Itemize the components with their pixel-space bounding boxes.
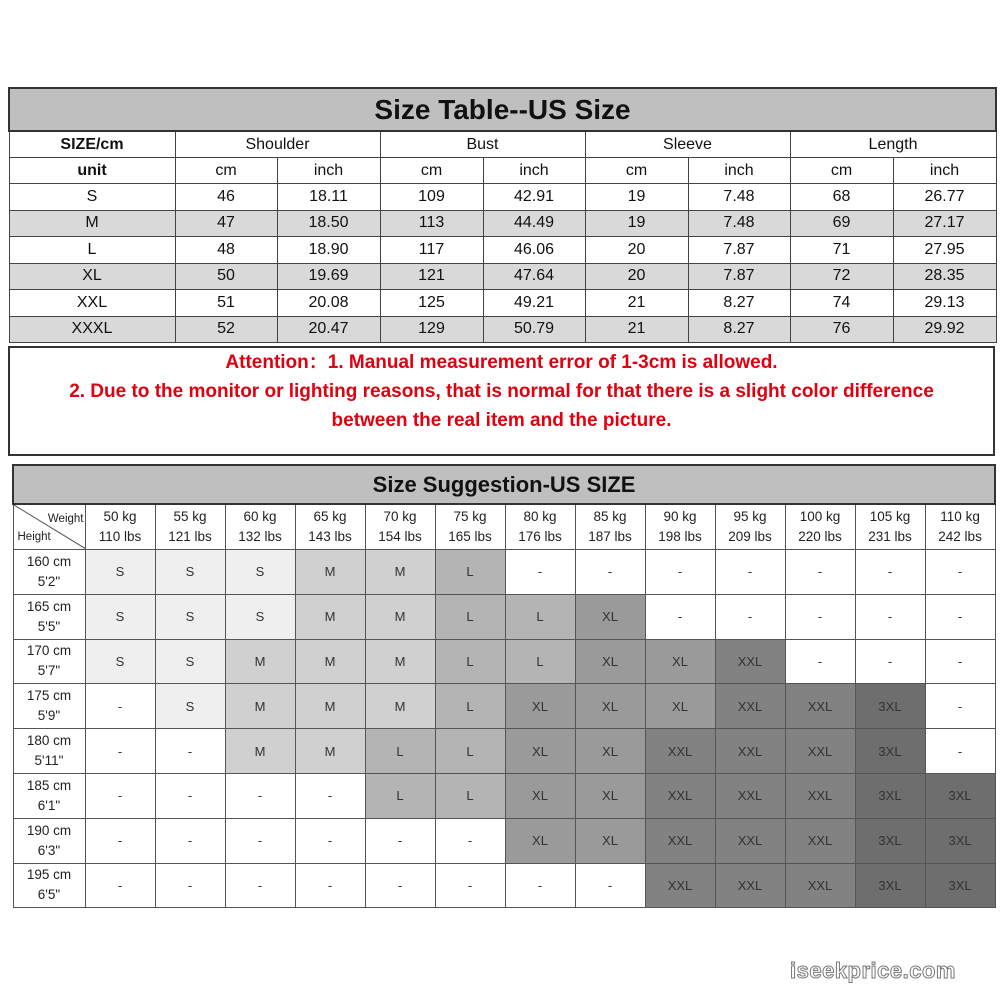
suggested-size-cell: S	[225, 594, 295, 639]
measurement-cell: 19	[585, 210, 688, 237]
measurement-cell: 121	[380, 263, 483, 290]
weight-header-cell	[715, 504, 785, 550]
table-row	[9, 316, 996, 343]
height-header-cell	[13, 729, 85, 774]
suggested-size-cell: S	[225, 550, 295, 595]
suggested-size-cell: -	[365, 818, 435, 863]
weight-lbs: 143 lbs	[308, 529, 352, 544]
measurement-cell: 42.91	[483, 184, 585, 211]
size-table-unit-cell: inch	[483, 158, 585, 184]
size-table	[8, 87, 997, 343]
size-table-unit-cell: cm	[585, 158, 688, 184]
height-header-cell	[13, 594, 85, 639]
suggested-size-cell: XXL	[645, 863, 715, 908]
suggested-size-cell: XXL	[785, 773, 855, 818]
suggested-size-cell: -	[365, 863, 435, 908]
measurement-cell: 8.27	[688, 316, 790, 343]
weight-header-cell	[295, 504, 365, 550]
weight-lbs: 187 lbs	[588, 529, 632, 544]
measurement-cell: 109	[380, 184, 483, 211]
measurement-cell: 20	[585, 263, 688, 290]
height-cm: 160 cm	[26, 553, 72, 569]
corner-weight-label: Weight	[47, 513, 84, 525]
weight-kg: 70 kg	[383, 509, 417, 524]
measurement-cell: 18.11	[277, 184, 380, 211]
suggested-size-cell: 3XL	[925, 818, 995, 863]
suggested-size-cell: 3XL	[855, 729, 925, 774]
weight-kg: 105 kg	[869, 509, 911, 524]
size-table-unit-cell: cm	[175, 158, 277, 184]
table-row	[13, 729, 995, 774]
weight-kg: 50 kg	[103, 509, 137, 524]
suggested-size-cell: XL	[505, 818, 575, 863]
height-cm: 185 cm	[26, 777, 72, 793]
watermark: iseekprice.com	[790, 958, 956, 983]
suggested-size-cell: L	[435, 684, 505, 729]
size-table-unit-cell: cm	[790, 158, 893, 184]
suggested-size-cell: -	[225, 863, 295, 908]
suggested-size-cell: XL	[575, 729, 645, 774]
suggested-size-cell: XXL	[785, 863, 855, 908]
suggested-size-cell: -	[575, 550, 645, 595]
table-row	[13, 594, 995, 639]
measurement-cell: 68	[790, 184, 893, 211]
weight-lbs: 176 lbs	[518, 529, 562, 544]
weight-kg: 75 kg	[453, 509, 487, 524]
suggested-size-cell: L	[365, 729, 435, 774]
suggested-size-cell: S	[155, 550, 225, 595]
measurement-cell: 7.87	[688, 237, 790, 264]
weight-header-cell	[855, 504, 925, 550]
weight-header-cell	[365, 504, 435, 550]
measurement-cell: 20	[585, 237, 688, 264]
table-row	[9, 290, 996, 317]
suggested-size-cell: -	[715, 550, 785, 595]
height-ft: 5'11"	[34, 753, 64, 769]
suggested-size-cell: -	[505, 550, 575, 595]
weight-kg: 95 kg	[733, 509, 767, 524]
suggested-size-cell: L	[505, 594, 575, 639]
size-table-section	[8, 87, 995, 343]
size-label-cell: XXXL	[9, 316, 175, 343]
measurement-cell: 7.48	[688, 210, 790, 237]
size-table-title: Size Table--US Size	[9, 88, 996, 131]
suggested-size-cell: XL	[575, 773, 645, 818]
suggested-size-cell: XL	[505, 684, 575, 729]
suggested-size-cell: XL	[575, 684, 645, 729]
measurement-cell: 50.79	[483, 316, 585, 343]
table-row	[13, 818, 995, 863]
size-label-cell: XXL	[9, 290, 175, 317]
suggested-size-cell: S	[85, 594, 155, 639]
weight-lbs: 110 lbs	[98, 529, 142, 544]
weight-lbs: 242 lbs	[938, 529, 982, 544]
suggested-size-cell: -	[855, 594, 925, 639]
weight-lbs: 209 lbs	[728, 529, 772, 544]
suggested-size-cell: S	[155, 639, 225, 684]
measurement-cell: 129	[380, 316, 483, 343]
measurement-cell: 44.49	[483, 210, 585, 237]
weight-kg: 60 kg	[243, 509, 277, 524]
weight-header-cell	[785, 504, 855, 550]
suggested-size-cell: -	[925, 639, 995, 684]
suggested-size-cell: XXL	[715, 684, 785, 729]
measurement-cell: 26.77	[893, 184, 996, 211]
suggested-size-cell: XL	[645, 684, 715, 729]
suggested-size-cell: M	[365, 684, 435, 729]
size-table-unit-cell: unit	[9, 158, 175, 184]
table-row	[13, 639, 995, 684]
suggested-size-cell: -	[925, 684, 995, 729]
weight-kg: 110 kg	[940, 509, 980, 524]
height-cm: 170 cm	[26, 643, 72, 659]
suggested-size-cell: XXL	[715, 773, 785, 818]
suggested-size-cell: M	[295, 639, 365, 684]
table-row	[9, 210, 996, 237]
measurement-cell: 18.50	[277, 210, 380, 237]
size-table-unit-cell: inch	[277, 158, 380, 184]
weight-kg: 65 kg	[313, 509, 347, 524]
measurement-cell: 28.35	[893, 263, 996, 290]
measurement-cell: 18.90	[277, 237, 380, 264]
suggested-size-cell: XXL	[645, 818, 715, 863]
measurement-cell: 27.17	[893, 210, 996, 237]
suggested-size-cell: -	[575, 863, 645, 908]
measurement-cell: 27.95	[893, 237, 996, 264]
measurement-cell: 19.69	[277, 263, 380, 290]
weight-header-cell	[575, 504, 645, 550]
suggested-size-cell: L	[435, 729, 505, 774]
suggested-size-cell: L	[505, 639, 575, 684]
weight-header-cell	[435, 504, 505, 550]
weight-header-cell	[505, 504, 575, 550]
height-header-cell	[13, 818, 85, 863]
size-label-cell: L	[9, 237, 175, 264]
table-row	[13, 684, 995, 729]
suggested-size-cell: XL	[505, 729, 575, 774]
suggested-size-cell: 3XL	[855, 684, 925, 729]
size-table-unit-cell: inch	[688, 158, 790, 184]
weight-kg: 100 kg	[799, 509, 841, 524]
weight-height-corner	[13, 504, 85, 550]
weight-header-cell	[85, 504, 155, 550]
size-table-unit-row	[9, 158, 996, 184]
suggested-size-cell: -	[925, 594, 995, 639]
suggested-size-cell: -	[155, 729, 225, 774]
weight-lbs: 198 lbs	[658, 529, 702, 544]
suggested-size-cell: XL	[575, 594, 645, 639]
height-header-cell	[13, 863, 85, 908]
suggested-size-cell: 3XL	[925, 863, 995, 908]
weight-lbs: 220 lbs	[798, 529, 842, 544]
table-row	[13, 773, 995, 818]
table-row	[9, 237, 996, 264]
weight-lbs: 132 lbs	[238, 529, 282, 544]
measurement-cell: 50	[175, 263, 277, 290]
measurement-cell: 125	[380, 290, 483, 317]
measurement-cell: 76	[790, 316, 893, 343]
measurement-cell: 113	[380, 210, 483, 237]
size-suggestion-table	[12, 464, 996, 908]
size-table-unit-cell: cm	[380, 158, 483, 184]
weight-header-cell	[925, 504, 995, 550]
suggested-size-cell: -	[295, 863, 365, 908]
suggested-size-cell: M	[295, 684, 365, 729]
suggested-size-cell: M	[225, 639, 295, 684]
suggested-size-cell: XL	[645, 639, 715, 684]
suggested-size-cell: XL	[505, 773, 575, 818]
suggested-size-cell: -	[715, 594, 785, 639]
weight-kg: 85 kg	[593, 509, 627, 524]
suggested-size-cell: M	[295, 550, 365, 595]
suggested-size-cell: 3XL	[855, 863, 925, 908]
measurement-cell: 69	[790, 210, 893, 237]
corner-height-label: Height	[17, 531, 51, 543]
height-ft: 5'5"	[37, 618, 61, 634]
suggested-size-cell: -	[85, 818, 155, 863]
suggested-size-cell: M	[365, 594, 435, 639]
suggested-size-cell: 3XL	[855, 818, 925, 863]
suggested-size-cell: L	[435, 773, 505, 818]
suggested-size-cell: -	[435, 863, 505, 908]
suggested-size-cell: S	[155, 684, 225, 729]
suggested-size-cell: S	[155, 594, 225, 639]
suggested-size-cell: M	[365, 550, 435, 595]
suggested-size-cell: XXL	[715, 639, 785, 684]
suggested-size-cell: -	[225, 773, 295, 818]
height-cm: 165 cm	[26, 598, 72, 614]
suggested-size-cell: -	[85, 863, 155, 908]
table-row	[13, 863, 995, 908]
suggested-size-cell: XXL	[715, 863, 785, 908]
measurement-cell: 74	[790, 290, 893, 317]
suggested-size-cell: XXL	[785, 684, 855, 729]
suggested-size-cell: M	[225, 684, 295, 729]
suggested-size-cell: -	[435, 818, 505, 863]
suggested-size-cell: S	[85, 550, 155, 595]
suggested-size-cell: -	[155, 818, 225, 863]
suggested-size-cell: -	[855, 639, 925, 684]
weight-lbs: 231 lbs	[868, 529, 912, 544]
suggested-size-cell: L	[365, 773, 435, 818]
weight-kg: 55 kg	[173, 509, 207, 524]
height-ft: 5'2"	[37, 573, 61, 589]
suggested-size-cell: XXL	[715, 818, 785, 863]
suggested-size-cell: XXL	[645, 729, 715, 774]
weight-kg: 90 kg	[663, 509, 697, 524]
height-ft: 6'5"	[37, 887, 61, 903]
suggested-size-cell: -	[225, 818, 295, 863]
height-ft: 5'9"	[37, 708, 61, 724]
height-ft: 6'3"	[37, 842, 61, 858]
suggested-size-cell: L	[435, 594, 505, 639]
suggested-size-cell: S	[85, 639, 155, 684]
size-label-cell: XL	[9, 263, 175, 290]
suggested-size-cell: -	[925, 729, 995, 774]
suggested-size-cell: XL	[575, 639, 645, 684]
attention-line-1: Attention：1. Manual measurement error of 1-3cm is allowed.	[225, 352, 778, 373]
height-cm: 180 cm	[26, 733, 72, 749]
suggested-size-cell: 3XL	[855, 773, 925, 818]
suggested-size-cell: XXL	[645, 773, 715, 818]
size-suggestion-section	[12, 464, 994, 908]
measurement-cell: 7.87	[688, 263, 790, 290]
suggested-size-cell: -	[295, 818, 365, 863]
height-header-cell	[13, 550, 85, 595]
measurement-cell: 48	[175, 237, 277, 264]
weight-lbs: 154 lbs	[378, 529, 422, 544]
measurement-cell: 8.27	[688, 290, 790, 317]
suggested-size-cell: -	[785, 550, 855, 595]
weight-header-cell	[155, 504, 225, 550]
suggested-size-cell: L	[435, 550, 505, 595]
suggested-size-cell: L	[435, 639, 505, 684]
size-table-header-cell: Shoulder	[175, 131, 380, 158]
measurement-cell: 21	[585, 290, 688, 317]
measurement-cell: 29.13	[893, 290, 996, 317]
height-ft: 5'7"	[37, 663, 61, 679]
size-table-unit-cell: inch	[893, 158, 996, 184]
size-table-header-cell: Length	[790, 131, 996, 158]
height-header-cell	[13, 773, 85, 818]
size-label-cell: S	[9, 184, 175, 211]
suggested-size-cell: -	[645, 550, 715, 595]
size-table-header-cell: Bust	[380, 131, 585, 158]
height-header-cell	[13, 684, 85, 729]
weight-lbs: 121 lbs	[168, 529, 212, 544]
size-suggestion-title: Size Suggestion-US SIZE	[13, 465, 995, 504]
weight-lbs: 165 lbs	[448, 529, 492, 544]
table-row	[9, 263, 996, 290]
suggested-size-cell: XXL	[785, 729, 855, 774]
measurement-cell: 46	[175, 184, 277, 211]
measurement-cell: 49.21	[483, 290, 585, 317]
size-label-cell: M	[9, 210, 175, 237]
suggested-size-cell: -	[785, 639, 855, 684]
suggested-size-cell: M	[295, 594, 365, 639]
suggested-size-cell: -	[85, 773, 155, 818]
measurement-cell: 72	[790, 263, 893, 290]
suggested-size-cell: XXL	[715, 729, 785, 774]
suggested-size-cell: -	[85, 684, 155, 729]
suggested-size-cell: -	[855, 550, 925, 595]
attention-line-2: 2. Due to the monitor or lighting reasons, that is normal for that there is a slight color difference	[69, 381, 934, 402]
measurement-cell: 19	[585, 184, 688, 211]
size-table-header-cell: Sleeve	[585, 131, 790, 158]
suggested-size-cell: -	[645, 594, 715, 639]
measurement-cell: 52	[175, 316, 277, 343]
table-row	[13, 550, 995, 595]
suggested-size-cell: -	[155, 863, 225, 908]
height-header-cell	[13, 639, 85, 684]
suggested-size-cell: XL	[575, 818, 645, 863]
weight-header-cell	[225, 504, 295, 550]
measurement-cell: 47.64	[483, 263, 585, 290]
measurement-cell: 21	[585, 316, 688, 343]
height-cm: 195 cm	[26, 867, 72, 883]
suggested-size-cell: -	[85, 729, 155, 774]
weight-kg: 80 kg	[523, 509, 557, 524]
suggested-size-cell: XXL	[785, 818, 855, 863]
measurement-cell: 47	[175, 210, 277, 237]
weight-header-cell	[645, 504, 715, 550]
table-row	[9, 184, 996, 211]
suggested-size-cell: -	[505, 863, 575, 908]
measurement-cell: 71	[790, 237, 893, 264]
suggested-size-cell: 3XL	[925, 773, 995, 818]
suggested-size-cell: -	[155, 773, 225, 818]
measurement-cell: 7.48	[688, 184, 790, 211]
measurement-cell: 117	[380, 237, 483, 264]
size-table-header-cell: SIZE/cm	[9, 131, 175, 158]
measurement-cell: 46.06	[483, 237, 585, 264]
height-ft: 6'1"	[37, 797, 61, 813]
size-table-header-row	[9, 131, 996, 158]
suggested-size-cell: M	[365, 639, 435, 684]
height-cm: 175 cm	[26, 688, 72, 704]
suggested-size-cell: -	[785, 594, 855, 639]
measurement-cell: 51	[175, 290, 277, 317]
suggested-size-cell: -	[925, 550, 995, 595]
suggested-size-cell: M	[225, 729, 295, 774]
attention-notice	[8, 346, 995, 456]
measurement-cell: 29.92	[893, 316, 996, 343]
measurement-cell: 20.08	[277, 290, 380, 317]
suggested-size-cell: M	[295, 729, 365, 774]
attention-line-3: between the real item and the picture.	[331, 410, 672, 431]
measurement-cell: 20.47	[277, 316, 380, 343]
suggested-size-cell: -	[295, 773, 365, 818]
height-cm: 190 cm	[26, 822, 72, 838]
